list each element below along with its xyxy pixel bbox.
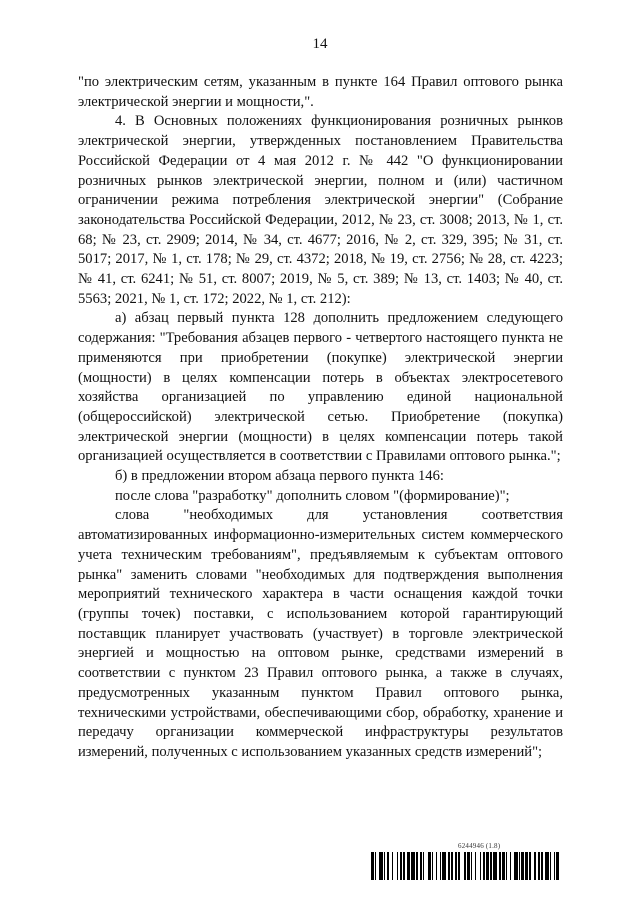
paragraph-words-replace: слова "необходимых для установления соответствия автоматизированных информационно-измерительных систем коммерческого учета техническим требованиям", предъявляемым к субъектам оптового рынка" заменить словами "необходимых для подтверждения выполнения мероприятий технического характера в части оснащения каждой точки (группы точек) поставки, с использованием которой гарантирующий поставщик планирует участвовать (участвует) в торговле электрической энергией и мощностью на оптовом рынке, средствами измерений в соответствии с пунктом 23 Правил оптового рынка, а также в случаях, предусмотренных указанным пунктом Правил оптового рынка, техническими устройствами, обеспечивающими сбор, обработку, хранение и передачу организации коммерческой инфраструктуры результатов измерений, полученных с использованием указанных средств измерений"; [78, 507, 563, 760]
page-number: 14 [312, 36, 328, 52]
barcode [371, 852, 561, 880]
paragraph-item-4: 4. В Основных положениях функционирования розничных рынков электрической энергии, утвержденных постановлением Правительства Российской Федерации от 4 мая 2012 г. № 442 "О функционировании розничных рынков электрической энергии, полном и (или) частичном ограничении режима потребления электрической энергии" (Собрание законодательства Российской Федерации, 2012, № 23, ст. 3008; 2013, № 1, ст. 68; № 23, ст. 2909; 2014, № 34, ст. 4677; 2016, № 2, ст. 329, 395; № 31, ст. 5017; 2017, № 1, ст. 178; № 29, ст. 4372; 2018, № 19, ст. 2756; № 28, ст. 4223; № 41, ст. 6241; № 51, ст. 8007; 2019, № 5, ст. 389; № 13, ст. 1403; № 40, ст. 5563; 2021, № 1, ст. 172; 2022, № 1, ст. 212): [78, 113, 563, 307]
paragraph-after-word: после слова "разработку" дополнить словом "(формирование)"; [115, 487, 510, 504]
paragraph-subitem-a: а) абзац первый пункта 128 дополнить предложением следующего содержания: "Требования абзацев первого - четвертого настоящего пункта не применяются при приобретении (покупке) электрической энергии (мощности) в целях компенсации потерь в объектах электросетевого хозяйства организацией по управлению единой национальной (общероссийской) электрической сетью. Приобретение (покупка) электрической энергии (мощности) в целях компенсации потерь такой организацией осуществляется в соответствии с Правилами оптового рынка."; [78, 310, 563, 465]
paragraph-continuation: "по электрическим сетям, указанным в пункте 164 Правил оптового рынка электрической энергии и мощности,". [78, 74, 563, 110]
document-body [78, 73, 563, 763]
paragraph-subitem-b: б) в предложении втором абзаца первого пункта 146: [115, 468, 444, 485]
barcode-bar [559, 852, 560, 880]
document-code: 6244946 (1.8) [458, 842, 501, 850]
